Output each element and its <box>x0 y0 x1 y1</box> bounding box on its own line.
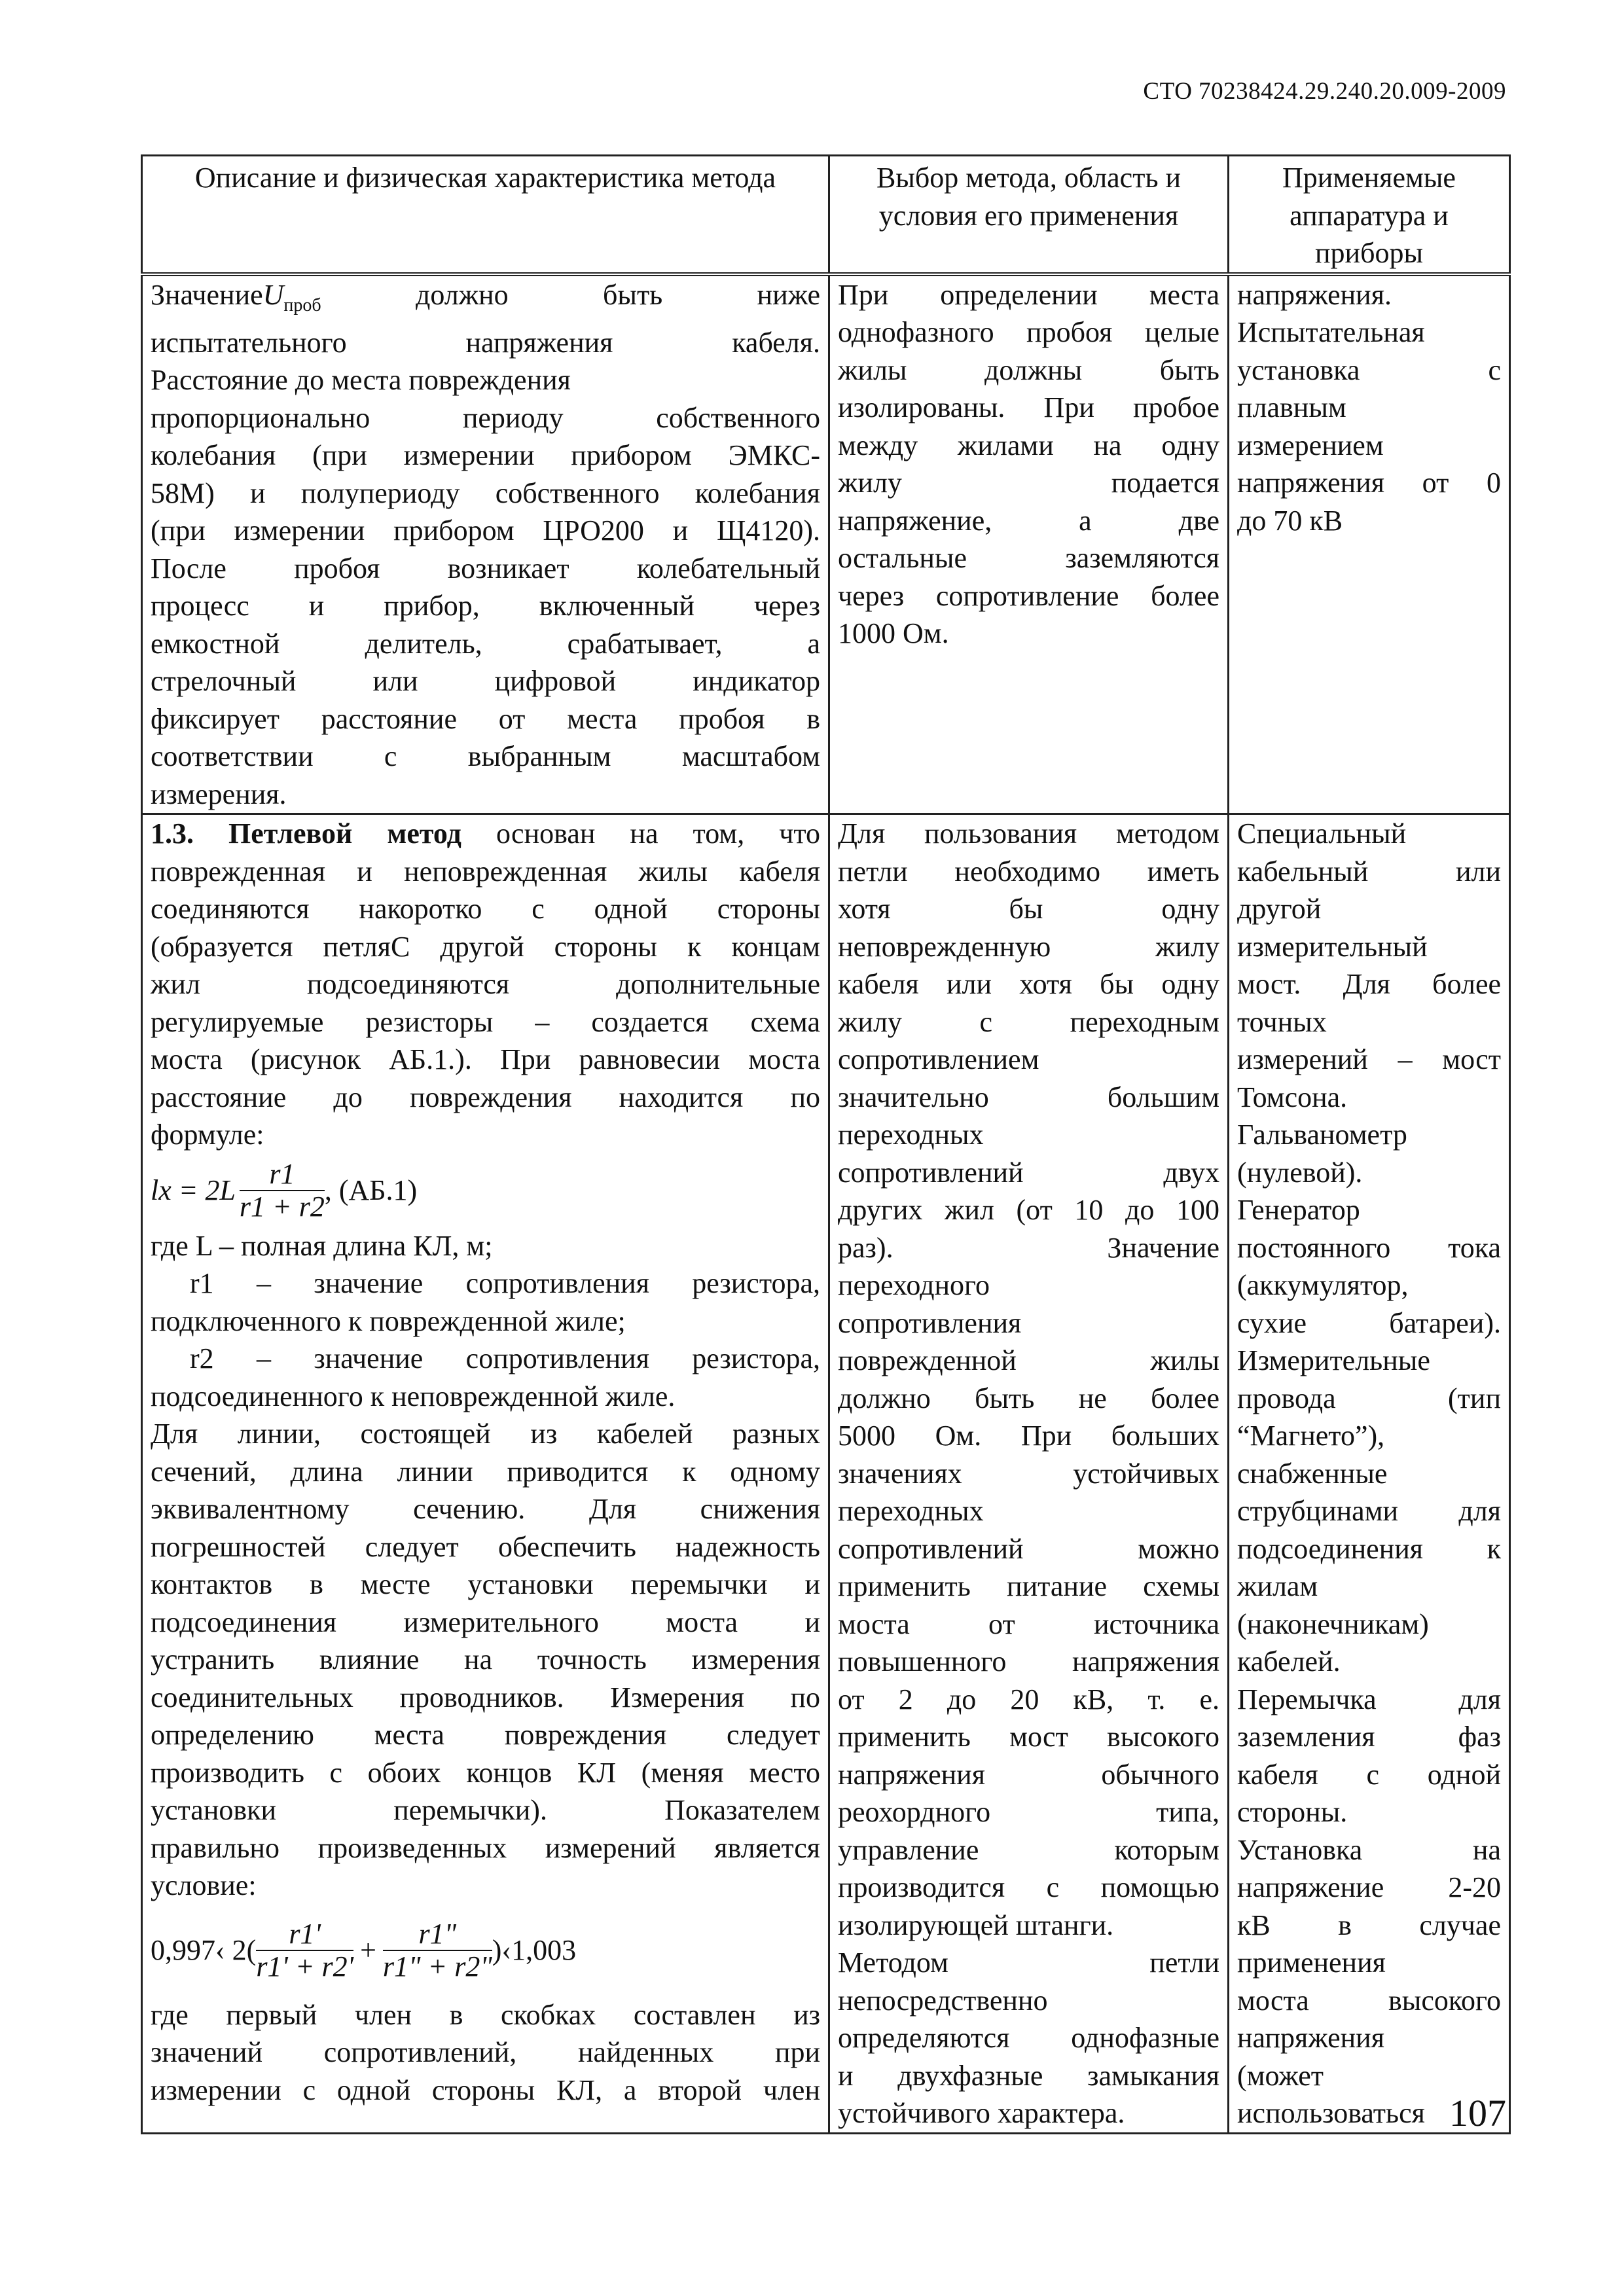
text-line: определению места повреждения следует <box>151 1719 820 1751</box>
row2-description-cell <box>142 814 829 2134</box>
text-line: должно быть не более <box>838 1382 1219 1414</box>
text-line: стрелочный или цифровой индикатор <box>151 665 820 698</box>
text-line: напряжения от 0 <box>1237 467 1501 499</box>
text-line: (наконечникам) <box>1237 1607 1429 1640</box>
formula-fraction <box>240 1158 325 1223</box>
text-line: измерений – мост <box>1237 1043 1501 1076</box>
text-line: жилы должны быть <box>838 353 1219 386</box>
text-line: (образуется петляС другой стороны к концам <box>151 930 820 963</box>
header-description: Описание и физическая характеристика метода <box>142 156 829 274</box>
text-line: (аккумулятор, <box>1237 1269 1409 1302</box>
text-line: моста (рисунок АБ.1.). При равновесии моста <box>151 1043 820 1076</box>
formula-label: , (АБ.1) <box>324 1174 418 1207</box>
text-line: 5000 Ом. При больших <box>838 1420 1219 1452</box>
formula-fraction-2 <box>383 1918 492 1982</box>
text-line: жилу с переходным <box>838 1005 1219 1038</box>
text-line: напряжение, а две <box>838 504 1219 537</box>
text-line: значений сопротивлений, найденных при <box>151 2036 820 2069</box>
table-header-row <box>142 156 1510 274</box>
text-line: моста от источника <box>838 1607 1219 1640</box>
text-line: Перемычка для <box>1237 1683 1501 1715</box>
text-line: применения <box>1237 1946 1386 1979</box>
text-line: При определении места <box>838 278 1219 311</box>
text-line: сопротивлений можно <box>838 1532 1219 1565</box>
text-line: непосредственно <box>838 1984 1048 2017</box>
formula-numerator: r1' <box>256 1918 353 1951</box>
text-line: измерением <box>1237 429 1384 461</box>
formula-numerator: r1 <box>240 1158 325 1191</box>
text-line: соединяются накоротко с одной стороны <box>151 893 820 925</box>
text-line: Специальный <box>1237 817 1407 850</box>
text-line: r1 – значение сопротивления резистора, <box>190 1267 820 1300</box>
text-line: Испытательная <box>1237 316 1425 348</box>
text-line: Расстояние до места повреждения <box>151 364 571 397</box>
text-line: r2 – значение сопротивления резистора, <box>190 1342 820 1375</box>
formula-denominator: r1 + r2 <box>239 1190 325 1223</box>
text-line: После пробоя возникает колебательный <box>151 552 820 584</box>
text-line: изолированы. При пробое <box>838 391 1219 423</box>
text-line: (при измерении прибором ЦРО200 и Щ4120). <box>151 514 820 547</box>
text-line: процесс и прибор, включенный через <box>151 590 820 622</box>
text-line: неповрежденную жилу <box>838 930 1219 963</box>
text-line: устранить влияние на точность измерения <box>151 1643 820 1676</box>
text-line: сопротивления <box>838 1306 1022 1339</box>
text-line: 1.3. Петлевой метод основан на том, что <box>151 817 821 850</box>
text-line: через сопротивление более <box>838 579 1219 612</box>
text-line: где L – полная длина КЛ, м; <box>151 1229 493 1262</box>
text-line: пропорционально периоду собственного <box>151 401 820 434</box>
text-line: Измерительные <box>1237 1344 1430 1377</box>
text-line: эквивалентному сечению. Для снижения <box>151 1493 820 1526</box>
text-line: где первый член в скобках составлен из <box>151 1998 820 2031</box>
text-line: измерения. <box>151 778 287 810</box>
text-line: и двухфазные замыкания <box>838 2059 1219 2092</box>
formula-lhs: lx = 2L <box>151 1174 236 1207</box>
text-line: подсоединенного к неповрежденной жиле. <box>151 1380 676 1412</box>
text-line: точных <box>1237 1005 1327 1038</box>
formula-condition <box>151 1905 820 1996</box>
text-line: ЗначениеU$_{проб}$ должно быть ниже <box>151 278 820 315</box>
text-line: кабеля или хотя бы одну <box>838 968 1219 1001</box>
formula-left: 0,997‹ 2( <box>151 1934 257 1967</box>
text-line: переходных <box>838 1119 984 1151</box>
text-line: применить мост высокого <box>838 1721 1219 1753</box>
text-line: 58М) и полупериоду собственного колебания <box>151 476 820 509</box>
text-line: от 2 до 20 кВ, т. е. <box>838 1683 1219 1715</box>
text-line: Гальванометр <box>1237 1119 1407 1151</box>
formula-fraction-1 <box>256 1918 353 1982</box>
text-line: Установка на <box>1237 1833 1501 1866</box>
text-line: струбцинами для <box>1237 1495 1501 1528</box>
text-line: до 70 кВ <box>1237 504 1343 537</box>
text-line: установка с <box>1237 353 1501 386</box>
text-line: изолирующей штанги. <box>838 1909 1114 1941</box>
formula-plus: + <box>360 1934 376 1967</box>
formula-numerator: r1" <box>383 1918 492 1951</box>
text-line: (может <box>1237 2059 1324 2092</box>
text-line: колебания (при измерении прибором ЭМКС- <box>151 439 820 472</box>
text-line: жилу подается <box>838 467 1219 499</box>
text-line: Для линии, состоящей из кабелей разных <box>151 1418 820 1450</box>
table-row <box>142 814 1510 2134</box>
text-line: контактов в месте установки перемычки и <box>151 1568 820 1601</box>
text-line: напряжение 2-20 <box>1237 1871 1501 1904</box>
text-line: испытательного напряжения кабеля. <box>151 326 820 359</box>
text-line: кабельный или <box>1237 855 1501 888</box>
text-line: регулируемые резисторы – создается схема <box>151 1005 820 1038</box>
text-line: однофазного пробоя целые <box>838 316 1219 348</box>
text-line: остальные заземляются <box>838 542 1219 574</box>
text-line: переходных <box>838 1495 984 1528</box>
text-line: емкостной делитель, срабатывает, а <box>151 627 820 660</box>
text-line: повышенного напряжения <box>838 1645 1219 1678</box>
text-line: условие: <box>151 1869 257 1902</box>
formula-ab1 <box>151 1154 820 1227</box>
section-title: Петлевой метод <box>228 817 461 850</box>
text-line: раз). Значение <box>838 1231 1219 1264</box>
text-line: (нулевой). <box>1237 1156 1363 1189</box>
text-line: моста высокого <box>1237 1984 1501 2017</box>
row1-equipment-cell <box>1229 274 1510 814</box>
text-line: сечений, длина линии приводится к одному <box>151 1455 820 1488</box>
text-line: сухие батареи). <box>1237 1306 1501 1339</box>
formula-right: )‹1,003 <box>492 1934 577 1967</box>
text-line: применить питание схемы <box>838 1570 1219 1603</box>
text-line: напряжения обычного <box>838 1758 1219 1791</box>
table-row <box>142 274 1510 814</box>
text-line: напряжения <box>1237 2022 1384 2054</box>
row2-equipment-cell <box>1229 814 1510 2134</box>
text-line: снабженные <box>1237 1457 1388 1490</box>
text-line: соединительных проводников. Измерения по <box>151 1681 820 1713</box>
text-line: переходного <box>838 1269 990 1302</box>
text-line: соответствии с выбранным масштабом <box>151 740 820 773</box>
text-line: использоваться <box>1237 2097 1425 2130</box>
page-number: 107 <box>1449 2092 1506 2134</box>
text-line: Для пользования методом <box>838 817 1219 850</box>
text-line: Генератор <box>1237 1194 1360 1227</box>
text-line: плавным <box>1237 391 1346 423</box>
row1-method-cell <box>829 274 1229 814</box>
text-line: кВ в случае <box>1237 1909 1501 1941</box>
text-line: кабеля с одной <box>1237 1758 1501 1791</box>
text-line: заземления фаз <box>1237 1721 1501 1753</box>
text-line: мост. Для более <box>1237 968 1501 1001</box>
text-line: сопротивлений двух <box>838 1156 1219 1189</box>
section-number: 1.3. <box>151 817 194 850</box>
text-line: устойчивого характера. <box>838 2097 1125 2130</box>
text-line: Томсона. <box>1237 1081 1348 1113</box>
text-line: стороны. <box>1237 1796 1348 1829</box>
text-line: погрешностей следует обеспечить надежность <box>151 1530 820 1563</box>
text-line: значениях устойчивых <box>838 1457 1219 1490</box>
text-line: провода (тип <box>1237 1382 1501 1414</box>
text-line: сопротивлением <box>838 1043 1039 1076</box>
text-line: между жилами на одну <box>838 429 1219 461</box>
formula-denominator: r1" + r2" <box>382 1950 492 1982</box>
text-line: фиксирует расстояние от места пробоя в <box>151 702 820 735</box>
text-line: поврежденной жилы <box>838 1344 1219 1377</box>
text-line: хотя бы одну <box>838 893 1219 925</box>
text-line: жил подсоединяются дополнительные <box>151 968 820 1001</box>
text-line: петли необходимо иметь <box>838 855 1219 888</box>
header-equipment: Применяемые аппаратура и приборы <box>1229 156 1510 274</box>
text-line: измерении с одной стороны КЛ, а второй член <box>151 2073 820 2106</box>
text-line: напряжения. <box>1237 278 1392 311</box>
text-line: жилам <box>1237 1570 1318 1603</box>
text-line: других жил (от 10 до 100 <box>838 1194 1219 1227</box>
header-method-choice: Выбор метода, область и условия его применения <box>829 156 1229 274</box>
text-line: определяются однофазные <box>838 2022 1219 2054</box>
text-line: производится с помощью <box>838 1871 1219 1904</box>
text-line: правильно произведенных измерений является <box>151 1831 820 1864</box>
methods-table <box>141 154 1511 2134</box>
text-line: поврежденная и неповрежденная жилы кабеля <box>151 855 820 888</box>
text-line: формуле: <box>151 1119 264 1151</box>
text-line: расстояние до повреждения находится по <box>151 1081 820 1113</box>
row1-description-cell <box>142 274 829 814</box>
text-line: кабелей. <box>1237 1645 1341 1678</box>
text-line: измерительный <box>1237 930 1428 963</box>
formula-denominator: r1' + r2' <box>256 1950 354 1982</box>
text-line: подключенного к поврежденной жиле; <box>151 1304 626 1337</box>
text-line: подсоединения измерительного моста и <box>151 1605 820 1638</box>
document-code-header: СТО 70238424.29.240.20.009-2009 <box>1143 78 1506 105</box>
text-line: “Магнето”), <box>1237 1420 1385 1452</box>
text-line: 1000 Ом. <box>838 617 949 649</box>
text-line: подсоединения к <box>1237 1532 1501 1565</box>
text-line: постоянного тока <box>1237 1231 1501 1264</box>
text-line: установки перемычки). Показателем <box>151 1794 820 1827</box>
text-line: управление которым <box>838 1833 1219 1866</box>
text-line: реохордного типа, <box>838 1796 1219 1829</box>
text-line: Методом петли <box>838 1946 1219 1979</box>
row2-method-cell <box>829 814 1229 2134</box>
text-line: производить с обоих концов КЛ (меняя место <box>151 1756 820 1789</box>
text-line: другой <box>1237 893 1322 925</box>
text-line: значительно большим <box>838 1081 1219 1113</box>
